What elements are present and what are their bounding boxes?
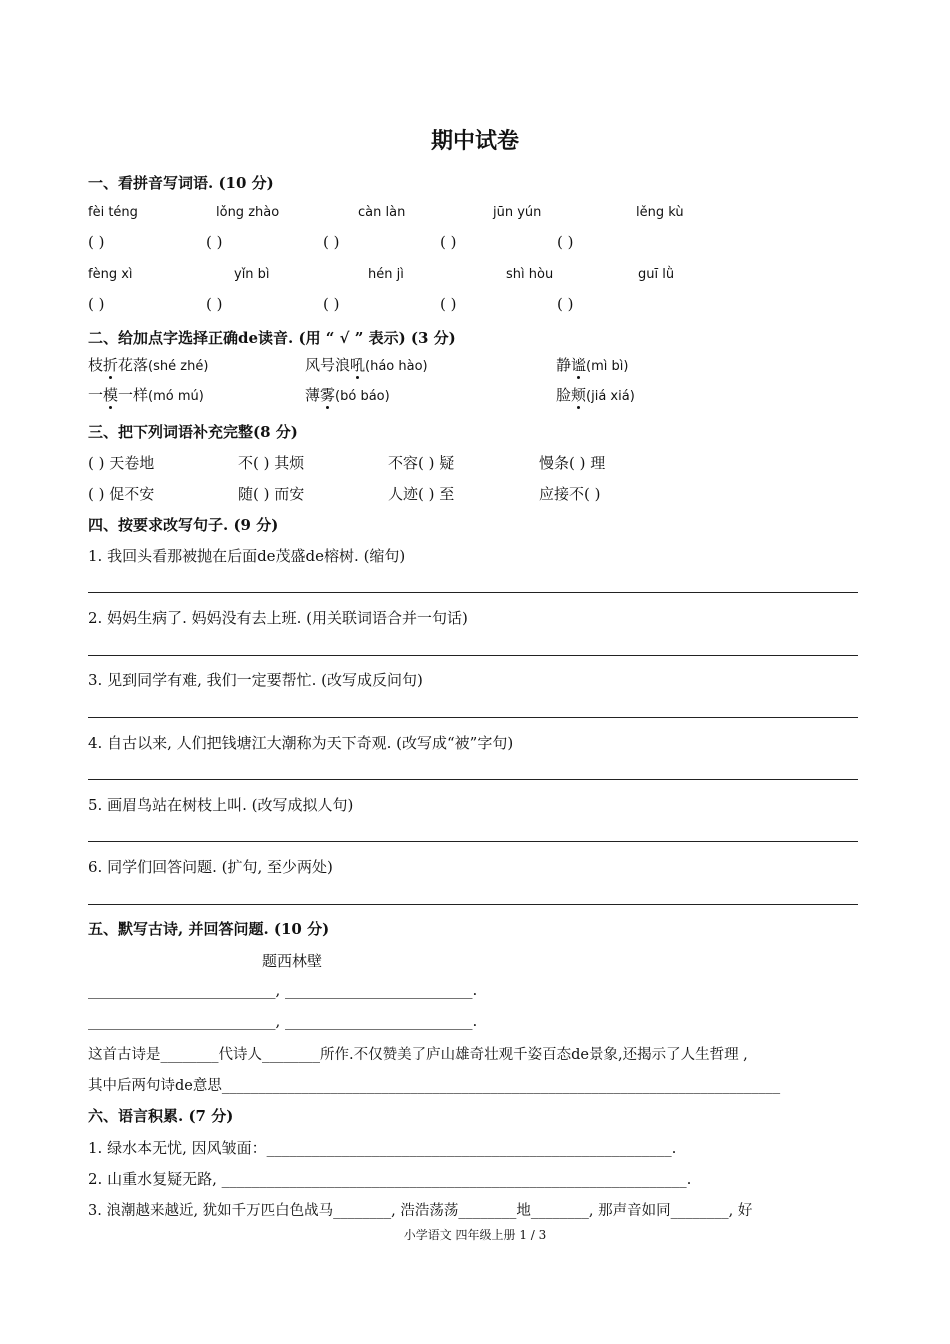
answer-blank[interactable]: ( ) <box>323 233 340 251</box>
answer-blank[interactable]: ( ) <box>323 295 340 313</box>
answer-blank[interactable]: ( ) <box>440 295 457 313</box>
answer-blank[interactable]: ( ) <box>206 295 223 313</box>
pinyin-1-4: jūn yún <box>493 205 542 220</box>
poem-question[interactable]: 这首古诗是________代诗人________所作.不仅赞美了庐山雄奇壮观千姿百态de景象,还揭示了人生哲理 , <box>88 1047 748 1063</box>
answer-blank[interactable]: ( ) <box>88 233 105 251</box>
dotted-char: 模 <box>103 386 119 404</box>
idiom-blank[interactable]: ( ) 促不安 <box>88 485 155 503</box>
reading-options[interactable]: (háo hào) <box>365 359 428 374</box>
page-footer: 小学语文 四年级上册 1 / 3 <box>403 1228 547 1242</box>
reading-item: 脸颊(jiá xiá) <box>556 386 635 404</box>
pinyin-1-5: lěng kù <box>636 205 684 220</box>
idiom-blank[interactable]: 不( ) 其烦 <box>238 454 305 472</box>
reading-options[interactable]: (shé zhé) <box>148 359 209 374</box>
fill-question[interactable]: 2. 山重水复疑无路, ______________________________________________________________. <box>88 1170 692 1188</box>
answer-blank[interactable]: ( ) <box>206 233 223 251</box>
pinyin-1-1: fèi téng <box>88 205 138 220</box>
reading-item: 静谧(mì bì) <box>556 356 629 374</box>
answer-blank[interactable]: ( ) <box>557 233 574 251</box>
fill-question[interactable]: 1. 绿水本无忧, 因风皱面：______________________________________________________. <box>88 1139 677 1157</box>
dotted-char: 雾 <box>320 386 336 404</box>
rewrite-question: 4. 自古以来, 人们把钱塘江大潮称为天下奇观. (改写成“被”字句) <box>88 734 514 752</box>
reading-item: 风号浪吼(háo hào) <box>305 356 428 374</box>
answer-blank[interactable]: ( ) <box>88 295 105 313</box>
reading-options[interactable]: (mó mú) <box>148 389 204 404</box>
answer-line[interactable] <box>88 904 858 905</box>
poem-blank-line[interactable]: _________________________, _________________________. <box>88 981 478 999</box>
answer-line[interactable] <box>88 655 858 656</box>
pinyin-2-2: yǐn bì <box>234 267 270 282</box>
poem-blank-line[interactable]: _________________________, _________________________. <box>88 1012 478 1030</box>
answer-line[interactable] <box>88 841 858 842</box>
pinyin-2-3: hén jì <box>368 267 404 282</box>
answer-blank[interactable]: ( ) <box>557 295 574 313</box>
idiom-blank[interactable]: 人迹( ) 至 <box>388 485 455 503</box>
dotted-char: 吼 <box>350 356 366 374</box>
rewrite-question: 1. 我回头看那被抛在后面de茂盛de榕树. (缩句) <box>88 547 406 565</box>
answer-line[interactable] <box>88 717 858 718</box>
idiom-blank[interactable]: 不容( ) 疑 <box>388 454 455 472</box>
pinyin-2-1: fèng xì <box>88 267 133 282</box>
pinyin-2-5: guī lǜ <box>638 267 675 282</box>
reading-options[interactable]: (jiá xiá) <box>586 389 635 404</box>
answer-blank[interactable]: ( ) <box>440 233 457 251</box>
pinyin-2-4: shì hòu <box>506 267 554 282</box>
pinyin-1-2: lǒng zhào <box>216 205 280 220</box>
dotted-char: 折 <box>103 356 119 374</box>
rewrite-question: 5. 画眉鸟站在树枝上叫. (改写成拟人句) <box>88 796 354 814</box>
section-3-heading: 三、把下列词语补充完整(8 分) <box>88 423 298 441</box>
page-title: 期中试卷 <box>430 128 519 154</box>
answer-line[interactable] <box>88 779 858 780</box>
poem-title: 题西林壁 <box>262 952 323 970</box>
poem-question[interactable]: 其中后两句诗de意思_____________________________________________________________________________ <box>88 1078 781 1094</box>
reading-options[interactable]: (mì bì) <box>586 359 629 374</box>
reading-options[interactable]: (bó báo) <box>335 389 390 404</box>
rewrite-question: 6. 同学们回答问题. (扩句, 至少两处) <box>88 858 333 876</box>
dotted-char: 颊 <box>571 386 587 404</box>
section-1-heading: 一、看拼音写词语. (10 分) <box>88 174 274 192</box>
section-6-heading: 六、语言积累. (7 分) <box>88 1107 234 1125</box>
reading-item: 枝折花落(shé zhé) <box>88 356 209 374</box>
idiom-blank[interactable]: 慢条( ) 理 <box>539 454 606 472</box>
rewrite-question: 2. 妈妈生病了. 妈妈没有去上班. (用关联词语合并一句话) <box>88 609 468 627</box>
rewrite-question: 3. 见到同学有难, 我们一定要帮忙. (改写成反问句) <box>88 671 423 689</box>
pinyin-1-3: càn làn <box>358 205 406 220</box>
idiom-blank[interactable]: 应接不( ) <box>539 485 601 503</box>
reading-item: 薄雾(bó báo) <box>305 386 390 404</box>
answer-line[interactable] <box>88 592 858 593</box>
section-2-heading: 二、给加点字选择正确de读音. (用 “ √ ” 表示) (3 分) <box>88 329 456 347</box>
reading-item: 一模一样(mó mú) <box>88 386 204 404</box>
dotted-char: 谧 <box>571 356 587 374</box>
idiom-blank[interactable]: 随( ) 而安 <box>238 485 305 503</box>
section-5-heading: 五、默写古诗, 并回答问题. (10 分) <box>88 920 330 938</box>
idiom-blank[interactable]: ( ) 天卷地 <box>88 454 155 472</box>
section-4-heading: 四、按要求改写句子. (9 分) <box>88 516 279 534</box>
fill-question[interactable]: 3. 浪潮越来越近, 犹如千万匹白色战马________, 浩浩荡荡________地________, 那声音如同________, 好 <box>88 1203 753 1219</box>
